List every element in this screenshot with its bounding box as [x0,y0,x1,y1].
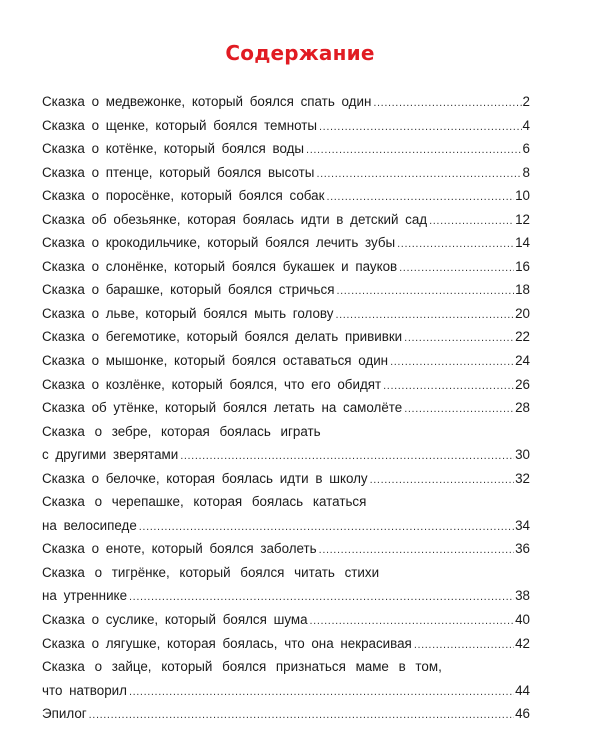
toc-entry[interactable] [42,302,530,326]
toc-entry[interactable] [42,608,530,632]
toc-entry-title: Сказка о зебре, которая боялась играть [42,423,321,439]
toc-entry-page-number: 26 [515,376,530,392]
toc-entry-page-number: 16 [515,258,530,274]
toc-entry-title: на велосипеде [42,517,137,533]
dot-leader [129,586,514,608]
toc-entry-title: Сказка о черепашке, которая боялась кататься [42,494,367,510]
toc-entry-title: Сказка о поросёнке, который боялся собак [42,188,325,204]
toc-entry-title: Сказка о козлёнке, который боялся, что его обидят [42,376,382,392]
dot-leader [316,163,521,185]
toc-entry-page-number: 30 [515,447,530,463]
toc-entry-page-number: 42 [515,635,530,651]
toc-entry-title: Сказка о суслике, который боялся шума [42,612,308,628]
toc-entry[interactable] [42,467,530,491]
toc-entry-title: Сказка об утёнке, который боялся летать на самолёте [42,400,403,416]
table-of-contents [42,90,530,726]
toc-entry-title: Эпилог [42,706,87,722]
toc-entry[interactable] [42,443,530,467]
toc-entry[interactable] [42,537,530,561]
toc-entry[interactable] [42,325,530,349]
dot-leader [399,257,514,279]
dot-leader [404,327,514,349]
toc-entry-title: Сказка о лягушке, которая боялась, что она некрасивая [42,635,412,651]
toc-entry-title: Сказка о зайце, который боялся признаться маме в том, [42,659,442,675]
toc-entry-title: Сказка о бегемотике, который боялся делать прививки [42,329,403,345]
toc-entry[interactable] [42,584,530,608]
dot-leader [390,351,514,373]
toc-entry[interactable] [42,679,530,703]
toc-entry-page-number: 28 [515,400,530,416]
toc-entry-title: с другими зверятами [42,447,179,463]
toc-entry[interactable] [42,655,530,679]
dot-leader [414,634,514,656]
toc-entry[interactable] [42,632,530,656]
toc-entry-title: Сказка о котёнке, который боялся воды [42,141,305,157]
toc-entry-title: Сказка о льве, который боялся мыть голову [42,305,334,321]
dot-leader [139,516,514,538]
dot-leader [429,210,514,232]
dot-leader [370,469,514,491]
toc-entry-page-number: 44 [515,682,530,698]
toc-entry[interactable] [42,702,530,726]
toc-entry-title: Сказка о барашке, который боялся стричься [42,282,335,298]
toc-entry-page-number: 36 [515,541,530,557]
dot-leader [335,304,514,326]
toc-entry[interactable] [42,208,530,232]
toc-entry-title: Сказка о птенце, который боялся высоты [42,164,315,180]
toc-entry-page-number: 46 [515,706,530,722]
dot-leader [129,681,514,703]
toc-entry-title: Сказка о мышонке, который боялся оставаться один [42,353,389,369]
toc-entry[interactable] [42,349,530,373]
toc-entry[interactable] [42,373,530,397]
toc-entry-title: Сказка о медвежонке, который боялся спать один [42,94,372,109]
toc-entry-page-number: 40 [515,612,530,628]
toc-entry-title: на утреннике [42,588,128,604]
toc-entry-title: Сказка об обезьянке, которая боялась идти в детский сад [42,211,428,227]
toc-entry[interactable] [42,278,530,302]
dot-leader [319,539,514,561]
toc-entry-title: Сказка о тигрёнке, который боялся читать стихи [42,564,380,580]
toc-entry[interactable] [42,514,530,538]
toc-entry[interactable] [42,90,530,114]
dot-leader [319,116,522,138]
toc-entry-page-number: 20 [515,305,530,321]
page-title: Содержание [225,41,375,65]
toc-entry[interactable] [42,490,530,514]
dot-leader [373,92,521,114]
toc-entry-page-number: 22 [515,329,530,345]
toc-entry-title: Сказка о слонёнке, который боялся букашек и пауков [42,258,398,274]
dot-leader [310,610,515,632]
dot-leader [326,186,514,208]
dot-leader [383,375,514,397]
dot-leader [404,398,514,420]
dot-leader [306,139,522,161]
toc-entry-page-number: 6 [522,141,530,157]
toc-entry[interactable] [42,231,530,255]
toc-entry-page-number: 32 [515,470,530,486]
toc-entry-page-number: 10 [515,188,530,204]
toc-entry-page-number: 14 [515,235,530,251]
toc-entry-page-number: 8 [522,164,530,180]
toc-entry-title: Сказка о щенке, который боялся темноты [42,117,318,133]
toc-entry-page-number: 38 [515,588,530,604]
toc-entry-title: Сказка о крокодильчике, который боялся лечить зубы [42,235,396,251]
toc-entry[interactable] [42,396,530,420]
toc-entry-title: Сказка о еноте, который боялся заболеть [42,541,317,557]
toc-entry-title: Сказка о белочке, которая боялась идти в школу [42,470,368,486]
toc-entry[interactable] [42,137,530,161]
toc-entry[interactable] [42,161,530,185]
dot-leader [180,445,514,467]
dot-leader [397,233,514,255]
toc-entry-page-number: 12 [515,211,530,227]
toc-entry-page-number: 18 [515,282,530,298]
toc-entry-page-number: 2 [522,94,530,109]
toc-entry-title: что натворил [42,682,127,698]
toc-entry-page-number: 4 [522,117,530,133]
toc-entry[interactable] [42,184,530,208]
toc-entry[interactable] [42,255,530,279]
toc-entry-page-number: 34 [515,517,530,533]
toc-entry[interactable] [42,114,530,138]
toc-entry[interactable] [42,561,530,585]
dot-leader [336,280,514,302]
toc-entry[interactable] [42,420,530,444]
toc-entry-page-number: 24 [515,353,530,369]
dot-leader [89,704,514,726]
